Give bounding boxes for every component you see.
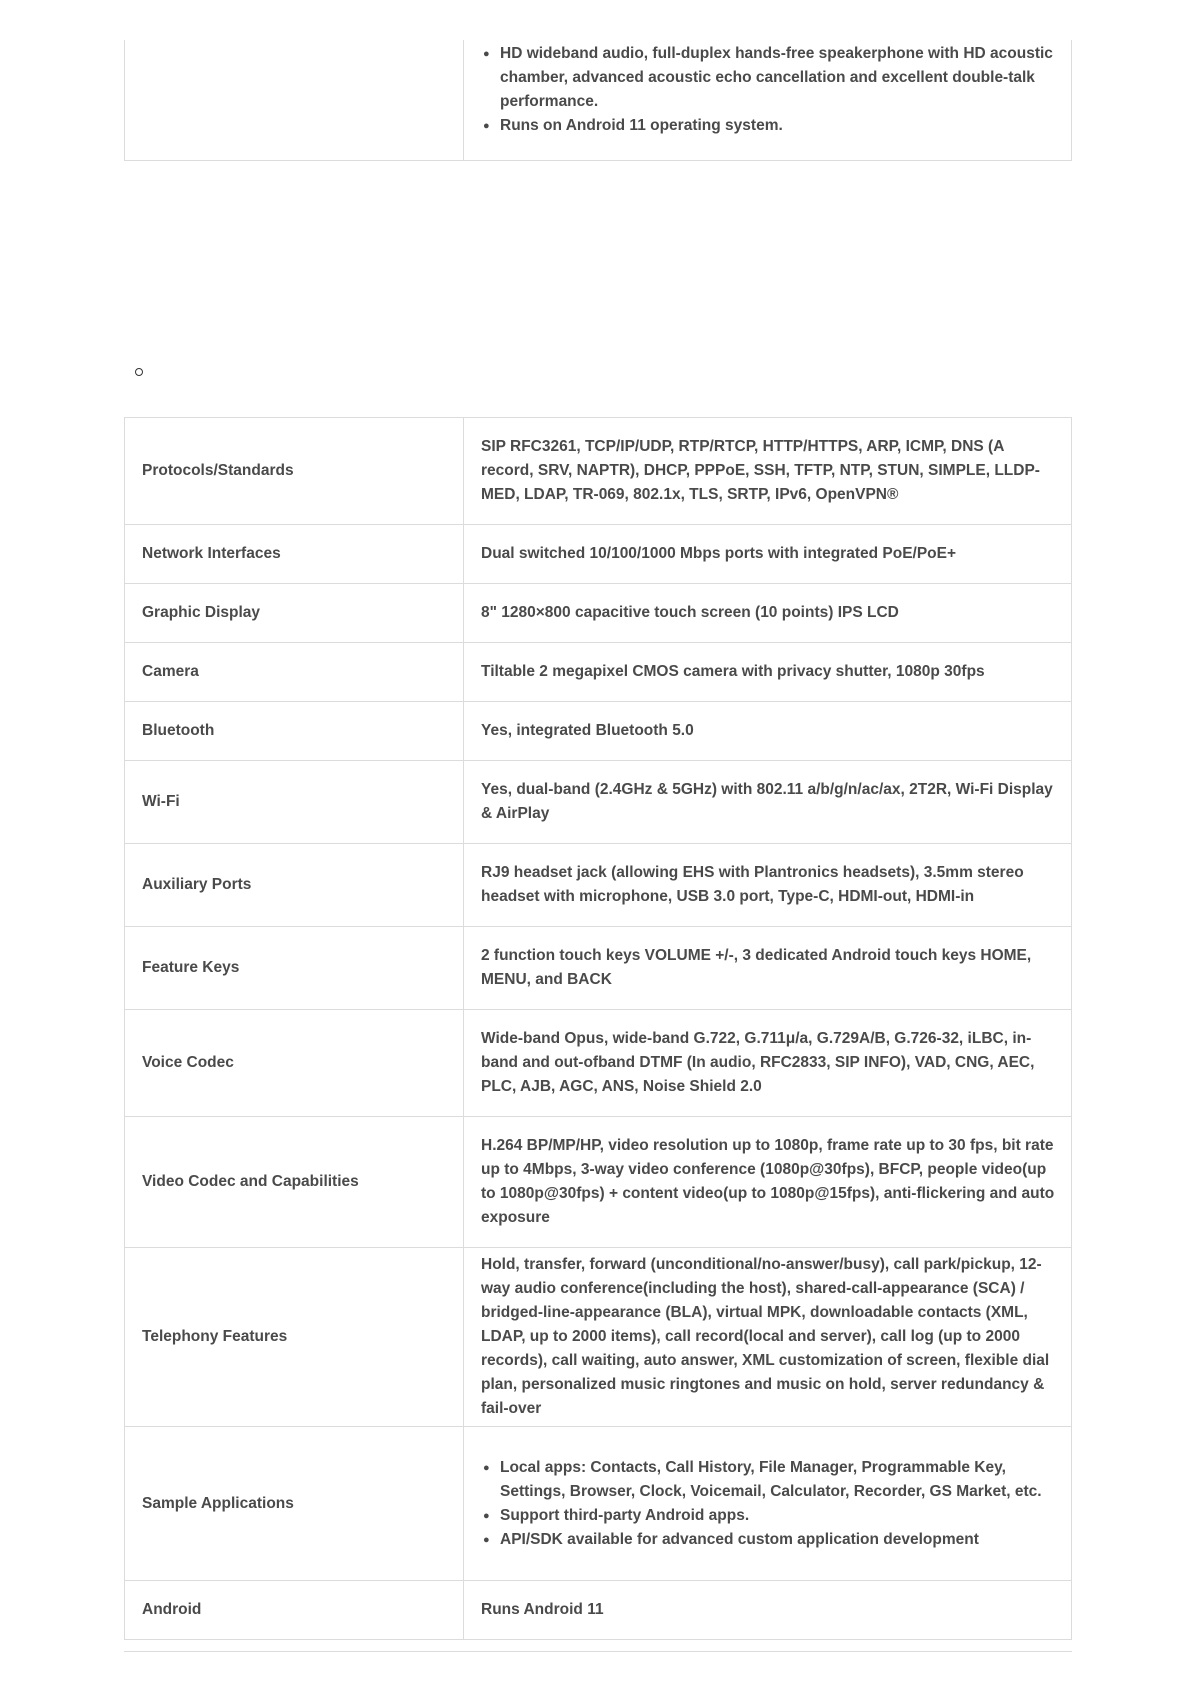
spec-value: Hold, transfer, forward (unconditional/no-answer/busy), call park/pickup, 12-way audio conference(including the host), shared-call-appearance (SCA) / bridged-line-appearance (BLA), virtual MPK, downloadable contacts (XML, LDAP, up to 2000 items), call record(local and server), call log (up to 2000 records), call waiting, auto answer, XML customization of screen, flexible dial plan, personalized music ringtones and music on hold, server redundancy & fail-over — [464, 1248, 1072, 1427]
table-row — [125, 1581, 1072, 1640]
spec-value: Runs Android 11 — [464, 1581, 1072, 1640]
table-row — [125, 418, 1072, 525]
table-row — [125, 761, 1072, 844]
spec-label: Protocols/Standards — [125, 418, 464, 525]
spec-value: 8" 1280×800 capacitive touch screen (10 points) IPS LCD — [464, 584, 1072, 643]
spec-value: Dual switched 10/100/1000 Mbps ports with integrated PoE/PoE+ — [464, 525, 1072, 584]
spec-value: RJ9 headset jack (allowing EHS with Plantronics headsets), 3.5mm stereo headset with microphone, USB 3.0 port, Type-C, HDMI-out, HDMI-in — [464, 844, 1072, 927]
list-item: ● HD wideband audio, full-duplex hands-free speakerphone with HD acoustic chamber, advanced acoustic echo cancellation and excellent double-talk performance. — [481, 42, 1055, 114]
spec-value: Yes, dual-band (2.4GHz & 5GHz) with 802.11 a/b/g/n/ac/ax, 2T2R, Wi-Fi Display & AirPlay — [464, 761, 1072, 844]
table-row — [125, 1248, 1072, 1427]
spec-label: Android — [125, 1581, 464, 1640]
spec-label: Feature Keys — [125, 927, 464, 1010]
table-row — [125, 1010, 1072, 1117]
table-row — [125, 927, 1072, 1010]
spec-value: 2 function touch keys VOLUME +/-, 3 dedicated Android touch keys HOME, MENU, and BACK — [464, 927, 1072, 1010]
feature-bullet-list — [481, 42, 1055, 138]
table-row — [125, 643, 1072, 702]
spec-value-cell — [464, 1427, 1072, 1581]
circle-bullet-icon — [135, 368, 143, 376]
table-row — [125, 525, 1072, 584]
spec-label-cell — [125, 40, 464, 160]
spec-label: Auxiliary Ports — [125, 844, 464, 927]
spec-label: Camera — [125, 643, 464, 702]
spec-value: Tiltable 2 megapixel CMOS camera with privacy shutter, 1080p 30fps — [464, 643, 1072, 702]
list-item: ● Local apps: Contacts, Call History, File Manager, Programmable Key, Settings, Browser, Clock, Voicemail, Calculator, Recorder, GS Market, etc. — [481, 1456, 1055, 1504]
spec-value: H.264 BP/MP/HP, video resolution up to 1080p, frame rate up to 30 fps, bit rate up to 4Mbps, 3-way video conference (1080p@30fps), BFCP, people video(up to 1080p@30fps) + content video(up to 1080p@15fps), anti-flickering and auto exposure — [464, 1117, 1072, 1248]
spec-table — [124, 417, 1072, 1640]
table-row — [125, 40, 1072, 160]
spec-value: Wide-band Opus, wide-band G.722, G.711μ/a, G.729A/B, G.726-32, iLBC, in-band and out-ofband DTMF (In audio, RFC2833, SIP INFO), VAD, CNG, AEC, PLC, AJB, AGC, ANS, Noise Shield 2.0 — [464, 1010, 1072, 1117]
table-row — [125, 1427, 1072, 1581]
spec-value: SIP RFC3261, TCP/IP/UDP, RTP/RTCP, HTTP/HTTPS, ARP, ICMP, DNS (A record, SRV, NAPTR), DHCP, PPPoE, SSH, TFTP, NTP, STUN, SIMPLE, LLDP-MED, LDAP, TR-069, 802.1x, TLS, SRTP, IPv6, OpenVPN® — [464, 418, 1072, 525]
table-row — [125, 702, 1072, 761]
list-item: ● Support third-party Android apps. — [481, 1504, 1055, 1528]
table-row — [125, 1117, 1072, 1248]
spec-value-cell — [464, 40, 1072, 160]
list-item: ● API/SDK available for advanced custom application development — [481, 1528, 1055, 1552]
spec-label: Graphic Display — [125, 584, 464, 643]
spec-label: Wi-Fi — [125, 761, 464, 844]
spec-value: Yes, integrated Bluetooth 5.0 — [464, 702, 1072, 761]
spec-label: Video Codec and Capabilities — [125, 1117, 464, 1248]
spec-table-continued — [124, 40, 1072, 161]
horizontal-divider — [124, 1651, 1072, 1652]
spec-label: Bluetooth — [125, 702, 464, 761]
spec-label: Sample Applications — [125, 1427, 464, 1581]
table-row — [125, 844, 1072, 927]
apps-bullet-list — [481, 1456, 1055, 1552]
table-row — [125, 584, 1072, 643]
spec-label: Voice Codec — [125, 1010, 464, 1117]
spec-label: Network Interfaces — [125, 525, 464, 584]
list-item: ● Runs on Android 11 operating system. — [481, 114, 1055, 138]
spec-label: Telephony Features — [125, 1248, 464, 1427]
